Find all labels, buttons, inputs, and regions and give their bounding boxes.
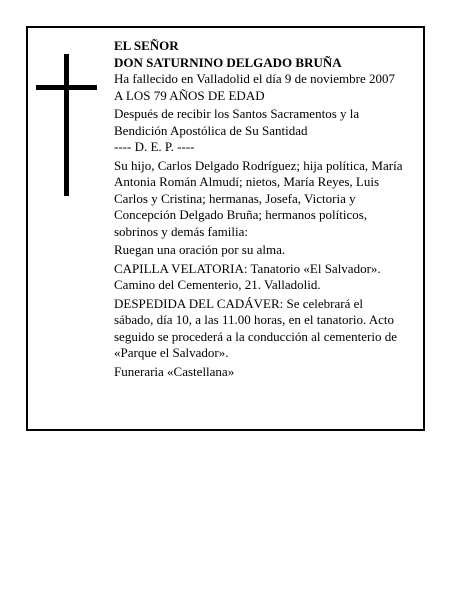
sacraments-line-2: Bendición Apostólica de Su Santidad	[114, 122, 308, 138]
family-line-3: Carlos y Cristina; hermanas, Josefa, Victoria y	[114, 190, 356, 206]
farewell-line-1: DESPEDIDA DEL CADÁVER: Se celebrará el	[114, 295, 363, 311]
notice-title: EL SEÑOR	[114, 38, 179, 53]
cross-icon	[64, 54, 69, 196]
chapel-line-1: CAPILLA VELATORIA: Tanatorio «El Salvador».	[114, 260, 381, 276]
death-info: Ha fallecido en Valladolid el día 9 de noviembre 2007	[114, 71, 395, 86]
family-line-4: Concepción Delgado Bruña; hermanos políticos,	[114, 207, 368, 222]
sacraments-line-1: Después de recibir los Santos Sacramentos y la	[114, 106, 360, 121]
obituary-text	[114, 38, 420, 380]
family-line-1: Su hijo, Carlos Delgado Rodríguez; hija política, María	[114, 157, 403, 173]
chapel-line-2: Camino del Cementerio, 21. Valladolid.	[114, 277, 321, 292]
family-line-2: Antonia Román Almudí; nietos, María Reyes, Luis	[114, 174, 380, 189]
age-info: A LOS 79 AÑOS DE EDAD	[114, 87, 265, 103]
family-line-5: sobrinos y demás familia:	[114, 223, 248, 239]
dep-line: ---- D. E. P. ----	[114, 139, 195, 154]
funeral-home: Funeraria «Castellana»	[114, 363, 235, 379]
farewell-line-3: seguido se procederá a la conducción al cementerio de	[114, 328, 397, 344]
farewell-line-2: sábado, día 10, a las 11.00 horas, en el tanatorio. Acto	[114, 312, 395, 327]
deceased-name: DON SATURNINO DELGADO BRUÑA	[114, 54, 342, 70]
cross-icon-crossbar	[36, 85, 97, 90]
prayer-line: Ruegan una oración por su alma.	[114, 242, 286, 257]
farewell-line-4: «Parque el Salvador».	[114, 345, 229, 360]
